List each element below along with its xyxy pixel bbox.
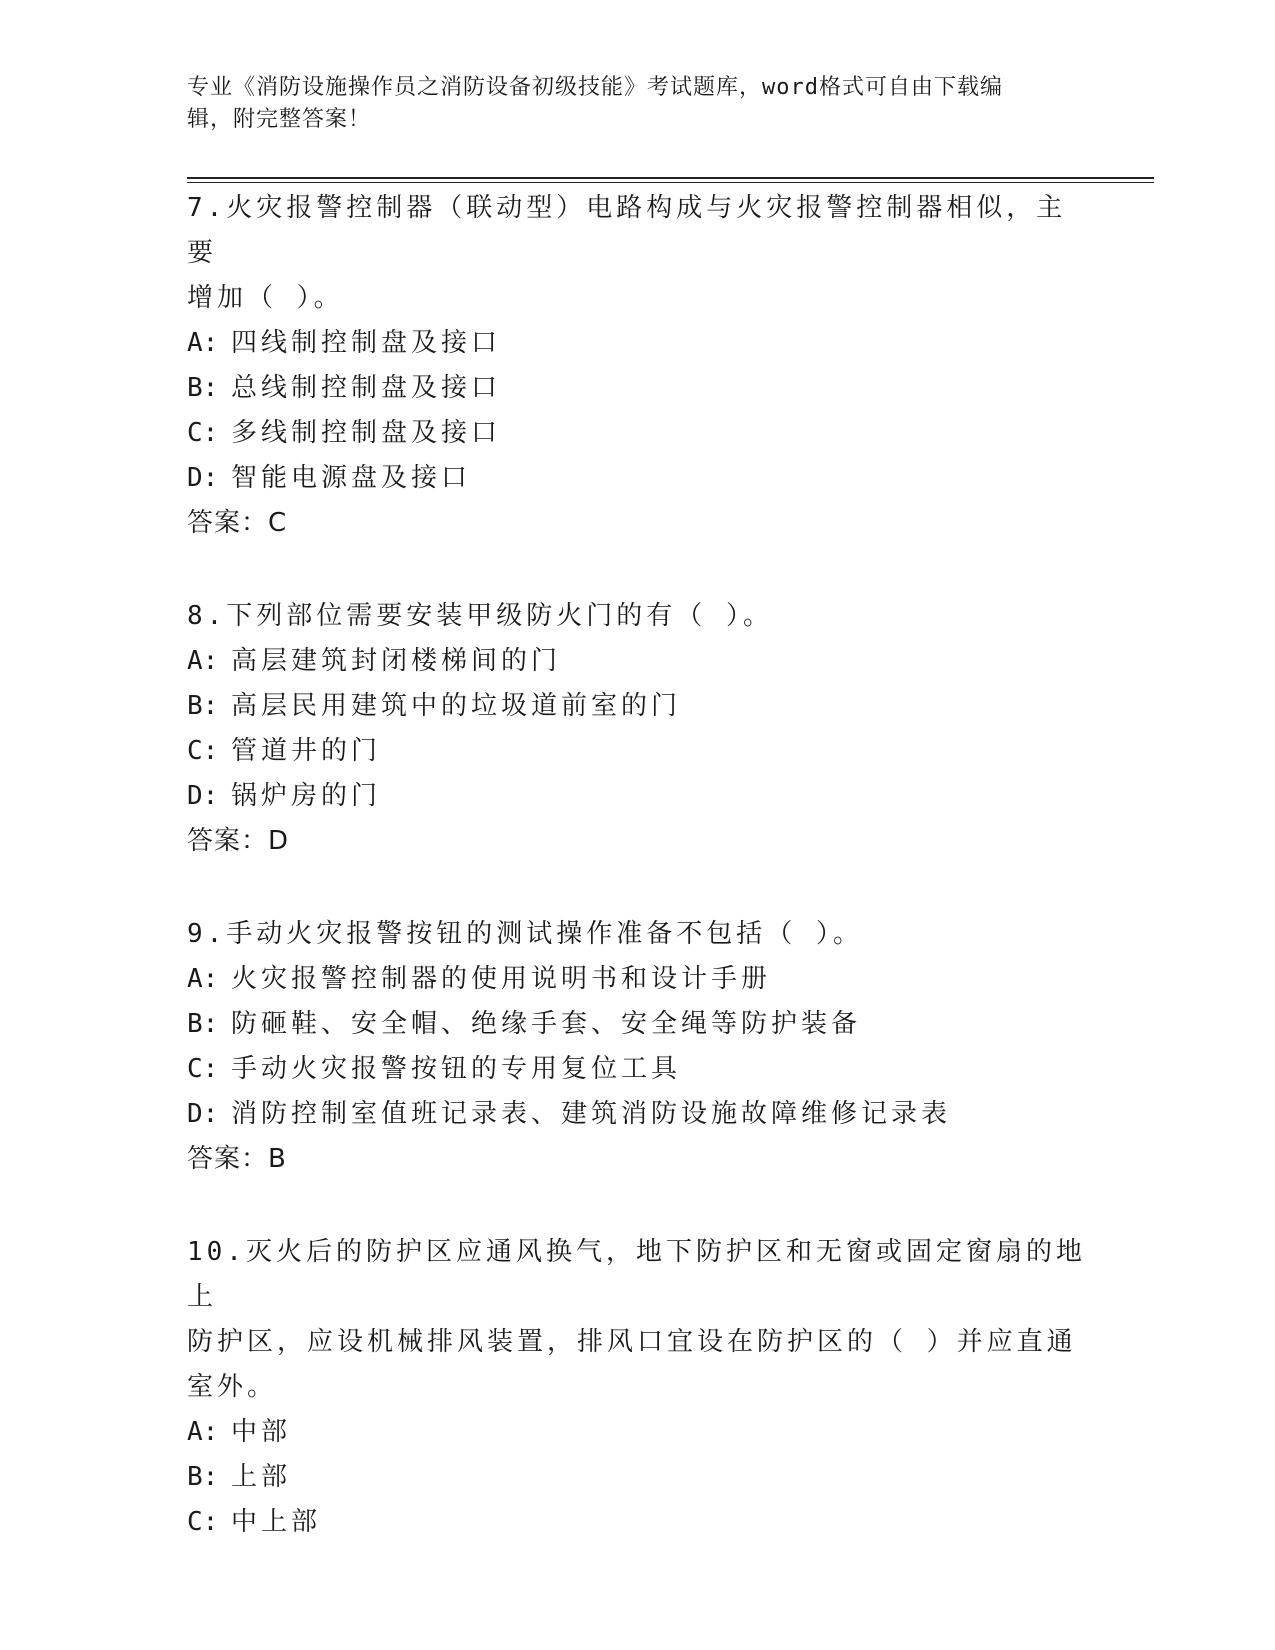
option-a — [187, 321, 1087, 366]
option-c — [187, 1047, 1087, 1092]
option-letter: A: — [187, 1417, 219, 1447]
option-b — [187, 1002, 1087, 1047]
question-text: 室外。 — [187, 1372, 278, 1402]
question-10 — [187, 1230, 1087, 1545]
option-letter: B: — [187, 1462, 219, 1492]
option-c — [187, 729, 1087, 774]
option-text: 上部 — [231, 1462, 292, 1492]
option-text: 中上部 — [231, 1507, 322, 1537]
option-letter: A: — [187, 964, 219, 994]
option-letter: B: — [187, 373, 219, 403]
option-d — [187, 456, 1087, 501]
question-text: 10.灭火后的防护区应通风换气，地下防护区和无窗或固定窗扇的地上 — [187, 1237, 1086, 1312]
header-divider-thin — [187, 182, 1154, 183]
option-text: 消防控制室值班记录表、建筑消防设施故障维修记录表 — [231, 1099, 952, 1129]
question-8 — [187, 594, 1087, 864]
option-b — [187, 1455, 1087, 1500]
option-a — [187, 1410, 1087, 1455]
option-text: 四线制控制盘及接口 — [231, 328, 502, 358]
option-letter: D: — [187, 1099, 219, 1129]
question-9 — [187, 912, 1087, 1182]
header-divider — [187, 177, 1154, 179]
option-letter: C: — [187, 736, 219, 766]
question-text: 9.手动火灾报警按钮的测试操作准备不包括（ ）。 — [187, 919, 863, 949]
header-line-2: 辑，附完整答案！ — [187, 107, 372, 132]
option-a — [187, 957, 1087, 1002]
option-text: 高层民用建筑中的垃圾道前室的门 — [231, 691, 682, 721]
answer-line: 答案：D — [187, 826, 290, 856]
option-text: 火灾报警控制器的使用说明书和设计手册 — [231, 964, 772, 994]
question-text: 增加（ ）。 — [187, 283, 344, 313]
option-b — [187, 684, 1087, 729]
option-text: 管道井的门 — [231, 736, 382, 766]
option-text: 总线制控制盘及接口 — [231, 373, 502, 403]
option-letter: B: — [187, 691, 219, 721]
question-7 — [187, 186, 1087, 546]
option-b — [187, 366, 1087, 411]
option-d — [187, 1092, 1087, 1137]
option-letter: B: — [187, 1009, 219, 1039]
option-text: 中部 — [231, 1417, 292, 1447]
option-text: 锅炉房的门 — [231, 781, 382, 811]
option-letter: C: — [187, 418, 219, 448]
option-letter: A: — [187, 328, 219, 358]
option-letter: C: — [187, 1507, 219, 1537]
option-text: 高层建筑封闭楼梯间的门 — [231, 646, 562, 676]
document-header — [187, 72, 1067, 136]
option-text: 手动火灾报警按钮的专用复位工具 — [231, 1054, 682, 1084]
question-text: 防护区，应设机械排风装置，排风口宜设在防护区的（ ）并应直通 — [187, 1327, 1077, 1357]
option-d — [187, 774, 1087, 819]
option-a — [187, 639, 1087, 684]
option-c — [187, 411, 1087, 456]
question-list — [187, 186, 1087, 1593]
option-letter: C: — [187, 1054, 219, 1084]
option-text: 多线制控制盘及接口 — [231, 418, 502, 448]
option-letter: D: — [187, 781, 219, 811]
answer-line: 答案：B — [187, 1144, 287, 1174]
option-c — [187, 1500, 1087, 1545]
option-text: 防砸鞋、安全帽、绝缘手套、安全绳等防护装备 — [231, 1009, 862, 1039]
option-text: 智能电源盘及接口 — [231, 463, 472, 493]
answer-line: 答案：C — [187, 508, 288, 538]
option-letter: D: — [187, 463, 219, 493]
header-line-1: 专业《消防设施操作员之消防设备初级技能》考试题库，word格式可自由下载编 — [187, 75, 1003, 100]
question-text: 7.火灾报警控制器（联动型）电路构成与火灾报警控制器相似，主要 — [187, 193, 1067, 268]
question-text: 8.下列部位需要安装甲级防火门的有（ ）。 — [187, 601, 773, 631]
option-letter: A: — [187, 646, 219, 676]
